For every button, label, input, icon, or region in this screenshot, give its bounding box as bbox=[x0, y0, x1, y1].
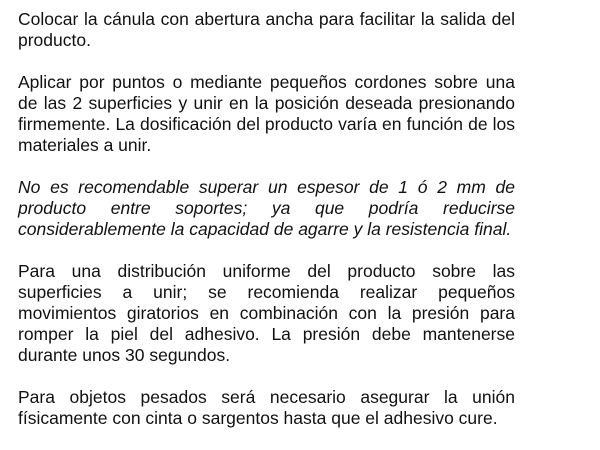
paragraph-heavy-objects-note: Para objetos pesados será necesario asegurar la unión físicamente con cinta o sargentos hasta que el adhesivo cure. bbox=[18, 387, 515, 428]
paragraph-distribution-instructions: Para una distribución uniforme del producto sobre las superficies a unir; se recomienda realizar pequeños movimientos giratorios en combinación con la presión para romper la piel del adhesivo. La presión debe mantenerse durante unos 30 segundos. bbox=[18, 261, 515, 365]
document-body bbox=[18, 9, 515, 450]
paragraph-application-instructions: Aplicar por puntos o mediante pequeños cordones sobre una de las 2 superficies y unir en la posición deseada presionando firmemente. La dosificación del producto varía en función de los materiales a unir. bbox=[18, 72, 515, 155]
paragraph-cannula-instructions: Colocar la cánula con abertura ancha para facilitar la salida del producto. bbox=[18, 9, 515, 50]
paragraph-thickness-warning: No es recomendable superar un espesor de 1 ó 2 mm de producto entre soportes; ya que podría reducirse considerablemente la capacidad de agarre y la resistencia final. bbox=[18, 177, 515, 239]
